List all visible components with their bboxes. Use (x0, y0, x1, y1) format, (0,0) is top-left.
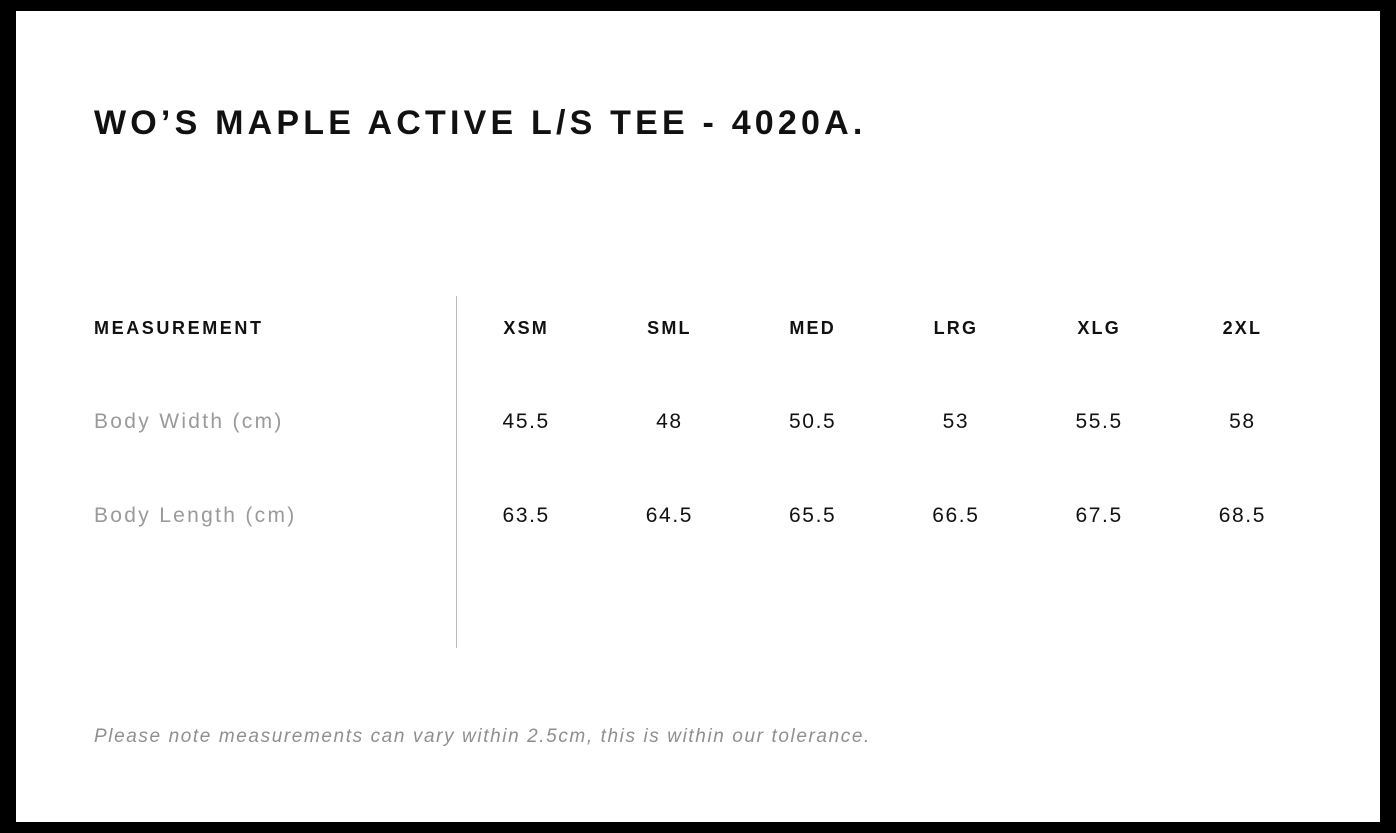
page-title: WO’S MAPLE ACTIVE L/S TEE - 4020A. (94, 104, 867, 142)
cell-body-length-2xl: 68.5 (1218, 504, 1267, 527)
column-header-size-xsm: XSM (503, 317, 549, 338)
column-header-size-sml: SML (647, 317, 692, 338)
cell-body-length-sml: 64.5 (645, 504, 694, 527)
cell-body-length-xlg: 67.5 (1075, 504, 1123, 527)
row-label-body-length: Body Length (cm) (94, 504, 297, 527)
row-label-body-width: Body Width (cm) (94, 410, 284, 433)
cell-body-width-xsm: 45.5 (502, 410, 550, 433)
table-row (94, 469, 1314, 563)
cell-body-width-xlg: 55.5 (1075, 410, 1123, 433)
column-header-size-2xl: 2XL (1222, 317, 1263, 338)
cell-body-length-med: 65.5 (789, 504, 837, 527)
column-header-measurement: MEASUREMENT (94, 317, 264, 338)
cell-body-length-lrg: 66.5 (932, 504, 980, 527)
size-table-container (16, 281, 1380, 563)
cell-body-width-lrg: 53 (942, 410, 970, 433)
column-header-size-xlg: XLG (1077, 317, 1121, 338)
table-header-row (94, 281, 1314, 375)
cell-body-width-med: 50.5 (789, 410, 837, 433)
table-row (94, 375, 1314, 469)
cell-body-width-sml: 48 (656, 410, 683, 433)
cell-body-length-xsm: 63.5 (502, 504, 550, 527)
cell-body-width-2xl: 58 (1229, 410, 1256, 433)
tolerance-note: Please note measurements can vary within 2.5cm, this is within our tolerance. (94, 726, 871, 747)
column-header-size-lrg: LRG (933, 317, 979, 338)
size-table (94, 281, 1314, 563)
column-header-size-med: MED (789, 317, 836, 338)
size-chart-page (16, 11, 1380, 822)
